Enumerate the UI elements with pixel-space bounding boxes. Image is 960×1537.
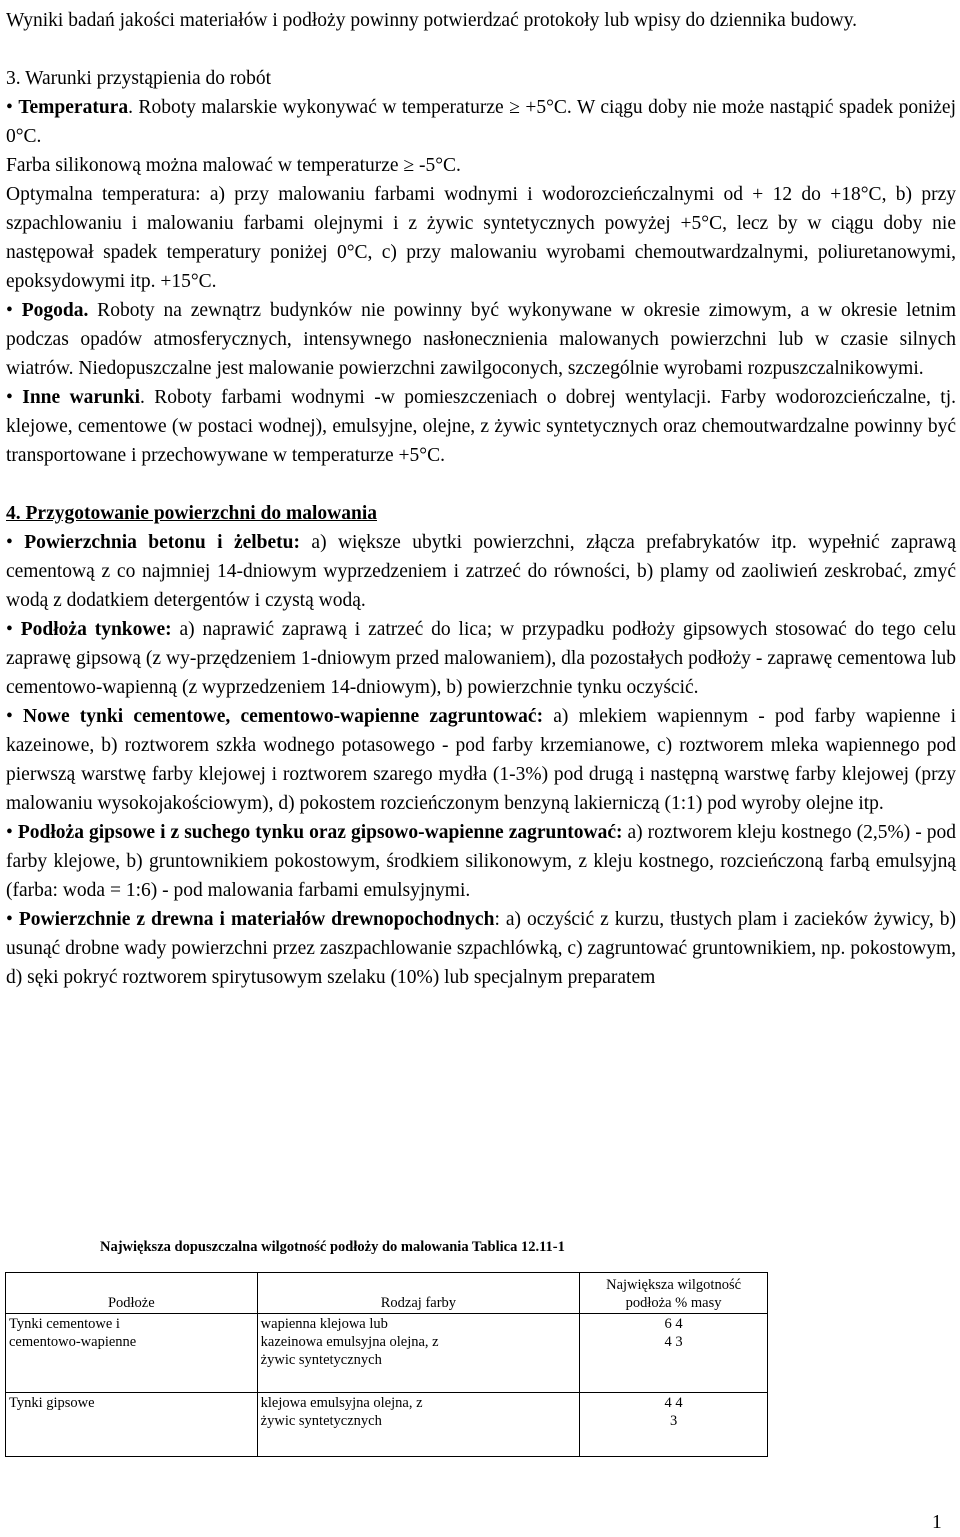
- cell-line: 3: [669, 1413, 678, 1429]
- cell-line: żywic syntetycznych: [260, 1413, 382, 1429]
- cell-rodzaj-farby: [257, 1314, 580, 1393]
- section-4-heading: [6, 499, 956, 528]
- header-wilgotnosc: [580, 1273, 768, 1314]
- tynkowe-label: Podłoża tynkowe:: [20, 619, 172, 640]
- table-header-row: [6, 1273, 768, 1314]
- header-wilgotnosc-line2: podłoża % masy: [625, 1295, 722, 1311]
- cell-line: klejowa emulsyjna olejna, z: [260, 1395, 423, 1411]
- cell-wilgotnosc: [580, 1393, 768, 1457]
- page-number: 1: [932, 1512, 942, 1533]
- cell-podloze: [6, 1314, 258, 1393]
- beton-paragraph: [6, 528, 956, 615]
- tynkowe-paragraph: [6, 615, 956, 702]
- temperatura-paragraph: [6, 93, 956, 151]
- nowe-tynki-text: a) mlekiem wapiennym - pod farby wapienne i kazeinowe, b) roztworem szkła wodnego potasowego - pod farby krzemianowe, c) roztworem mleka wapiennego pod pierwszą warstwę farby klejowej i roztworem szarego mydła (1-3%) pod drugą i następną warstwę farby klejowej (przy malowaniu wysokojakościowym), d) pokostem rozcieńczonym benzyną lakierniczą (1:1) pod wyroby olejne itp.: [6, 706, 956, 814]
- beton-label: Powierzchnia betonu i żelbetu:: [24, 532, 301, 553]
- cell-line: wapienna klejowa lub: [260, 1316, 388, 1332]
- cell-line: 6 4: [664, 1316, 683, 1332]
- cell-podloze: [6, 1393, 258, 1457]
- temperatura-silikon: Farba silikonową można malować w temperaturze ≥ -5°C.: [6, 155, 461, 176]
- cell-line: 4 3: [664, 1334, 683, 1350]
- inne-warunki-paragraph: [6, 383, 956, 470]
- pogoda-text: Roboty na zewnątrz budynków nie powinny być wykonywane w okresie zimowym, a w okresie letnim podczas opadów atmosferycznych, intensywnego nasłonecznienia malowanych powierzchni lub w czasie silnych wiatrów. Niedopuszczalne jest malowanie powierzchni zawilgoconych, szczególnie wyrobami rozpuszczalnikowymi.: [6, 300, 957, 379]
- beton-text: a) większe ubytki powierzchni, złącza prefabrykatów itp. wypełnić zaprawą cementową z co najmniej 14-dniowym wyprzedzeniem i zatrzeć do równości, b) plamy od zaoliwień zeskrobać, zmyć wodą z dodatkiem detergentów i czystą wodą.: [6, 532, 956, 611]
- table-row: [6, 1314, 768, 1393]
- header-podloze: Podłoże: [6, 1273, 258, 1314]
- gipsowe-label: Podłoża gipsowe i z suchego tynku oraz gipsowo-wapienne zagruntować:: [17, 822, 623, 843]
- drewno-paragraph: [6, 905, 956, 992]
- section-4-heading-text: 4. Przygotowanie powierzchni do malowania: [6, 503, 378, 524]
- table-row: [6, 1393, 768, 1457]
- nowe-tynki-label: Nowe tynki cementowe, cementowo-wapienne zagruntować:: [23, 706, 544, 727]
- pogoda-label: Pogoda.: [21, 300, 89, 321]
- header-wilgotnosc-line1: Największa wilgotność: [606, 1277, 742, 1293]
- tynkowe-text: a) naprawić zaprawą i zatrzeć do lica; w przypadku podłoży gipsowych stosować do tego celu zaprawę gipsową (z wy-przędzeniem 1-dniowym przed malowaniem), dla pozostałych podłoży - zaprawę cementowa lub cementowo-wapienną (z wyprzedzeniem 14-dniowym), b) powierzchnie tynku oczyścić.: [6, 619, 957, 698]
- cell-wilgotnosc: [580, 1314, 768, 1393]
- cell-line: Tynki gipsowe: [9, 1395, 95, 1411]
- inne-warunki-label: Inne warunki: [22, 387, 141, 408]
- inne-warunki-text: . Roboty farbami wodnymi -w pomieszczeniach o dobrej wentylacji. Farby wodorozcieńczalne, tj. klejowe, cementowe (w postaci wodnej), emulsyjne, olejne, z żywic syntetycznych oraz chemoutwardzalne powinny być transportowane i przechowywane w temperaturze +5°C.: [6, 387, 957, 466]
- intro-paragraph: Wyniki badań jakości materiałów i podłoży powinny potwierdzać protokoły lub wpisy do dziennika budowy.: [6, 10, 858, 31]
- temperatura-optymalna: Optymalna temperatura: a) przy malowaniu farbami wodnymi i wodorozcieńczalnymi od + 12 do +18°C, b) przy szpachlowaniu i malowaniu farbami olejnymi i z żywic syntetycznych powyżej +5°C, lecz by w ciągu doby nie następował spadek temperatury poniżej 0°C, c) przy malowaniu wyrobami chemoutwardzalnymi, poliuretanowymi, epoksydowymi itp. +15°C.: [6, 184, 956, 292]
- cell-rodzaj-farby: [257, 1393, 580, 1457]
- document-body: [6, 6, 956, 992]
- section-3-heading: 3. Warunki przystąpienia do robót: [6, 68, 272, 89]
- temperatura-text: . Roboty malarskie wykonywać w temperaturze ≥ +5°C. W ciągu doby nie może nastąpić spadek poniżej 0°C.: [6, 97, 956, 147]
- header-rodzaj-farby: Rodzaj farby: [257, 1273, 580, 1314]
- cell-line: cementowo-wapienne: [9, 1334, 137, 1350]
- temperatura-label: Temperatura: [18, 97, 129, 118]
- cell-line: Tynki cementowe i: [9, 1316, 120, 1332]
- nowe-tynki-paragraph: [6, 702, 956, 818]
- moisture-table: [5, 1272, 768, 1457]
- drewno-label: Powierzchnie z drewna i materiałów drewnopochodnych: [18, 909, 495, 930]
- drewno-text: : a) oczyścić z kurzu, tłustych plam i zacieków żywicy, b) usunąć drobne wady powierzchni przez zaszpachlowanie szpachlówką, c) zagruntować gruntownikiem, np. pokostowym, d) sęki pokryć roztworem spirytusowym szelaku (10%) lub specjalnym preparatem: [6, 909, 957, 988]
- gipsowe-paragraph: [6, 818, 956, 905]
- cell-line: żywic syntetycznych: [260, 1352, 382, 1368]
- cell-line: 4 4: [664, 1395, 683, 1411]
- table-caption: Największa dopuszczalna wilgotność podłoży do malowania Tablica 12.11-1: [100, 1239, 565, 1255]
- gipsowe-text: a) roztworem kleju kostnego (2,5%) - pod farby klejowe, b) gruntownikiem pokostowym, środkiem silikonowym, z kleju kostnego, rozcieńczoną farbą emulsyjną (farba: woda = 1:6) - pod malowania farbami emulsyjnymi.: [6, 822, 956, 901]
- pogoda-paragraph: [6, 296, 956, 383]
- cell-line: kazeinowa emulsyjna olejna, z: [260, 1334, 439, 1350]
